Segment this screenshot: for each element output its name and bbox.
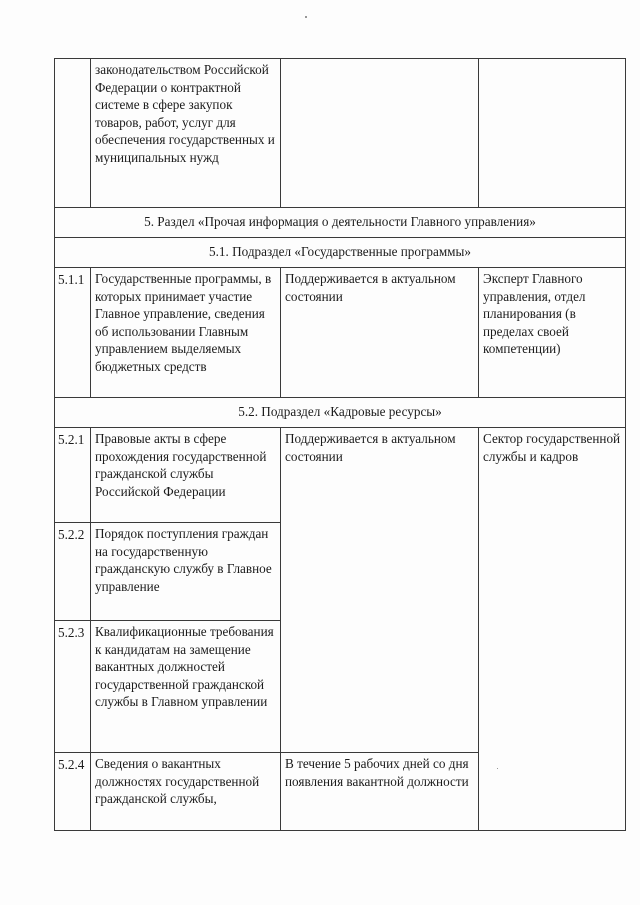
period-text: В течение 5 рабочих дней со дня появления вакантной должности (285, 756, 469, 789)
responsible-text: Сектор государственной службы и кадров (483, 431, 621, 464)
information-table (54, 58, 626, 831)
row-number: 5.1.1 (55, 268, 91, 398)
cell-responsible (479, 268, 626, 398)
cell-period (281, 268, 479, 398)
scan-speck (305, 16, 307, 18)
cell-description (91, 753, 281, 831)
row-number: 5.2.4 (55, 753, 91, 831)
row-number: 5.2.2 (55, 523, 91, 621)
cell-num-empty (55, 59, 91, 208)
cell-responsible (479, 428, 626, 831)
row-number: 5.2.3 (55, 621, 91, 753)
cell-responsible-empty (479, 59, 626, 208)
row-number: 5.2.1 (55, 428, 91, 523)
description-text: законодательством Российской Федерации о контрактной системе в сфере закупок товаров, работ, услуг для обеспечения государственных и муниципальных нужд (95, 62, 275, 165)
subsection-row (55, 238, 626, 268)
subsection-row (55, 398, 626, 428)
description-text: Сведения о вакантных должностях государственной гражданской службы, (95, 756, 260, 807)
cell-description (91, 428, 281, 523)
description-text: Правовые акты в сфере прохождения государственной гражданской службы Российской Федерации (95, 431, 267, 499)
cell-description (91, 523, 281, 621)
table-row-5-2-1 (55, 428, 626, 523)
cell-description (91, 59, 281, 208)
responsible-text: Эксперт Главного управления, отдел планирования (в пределах своей компетенции) (483, 271, 586, 357)
period-text: Поддерживается в актуальном состоянии (285, 271, 456, 304)
table-row-continuation (55, 59, 626, 208)
period-text: Поддерживается в актуальном состоянии (285, 431, 456, 464)
section-row (55, 208, 626, 238)
table-row-5-1-1 (55, 268, 626, 398)
subsection-5-1-title: 5.1. Подраздел «Государственные программы» (55, 238, 626, 268)
description-text: Квалификационные требования к кандидатам на замещение вакантных должностей государственной гражданской службы в Главном управлении (95, 624, 274, 710)
cell-period-empty (281, 59, 479, 208)
section-5-title: 5. Раздел «Прочая информация о деятельности Главного управления» (55, 208, 626, 238)
subsection-5-2-title: 5.2. Подраздел «Кадровые ресурсы» (55, 398, 626, 428)
cell-period (281, 428, 479, 753)
cell-description (91, 268, 281, 398)
cell-description (91, 621, 281, 753)
cell-period (281, 753, 479, 831)
description-text: Порядок поступления граждан на государственную гражданскую службу в Главное управление (95, 526, 272, 594)
description-text: Государственные программы, в которых принимает участие Главное управление, сведения об использовании Главным управлением выделяемых бюджетных средств (95, 271, 272, 374)
